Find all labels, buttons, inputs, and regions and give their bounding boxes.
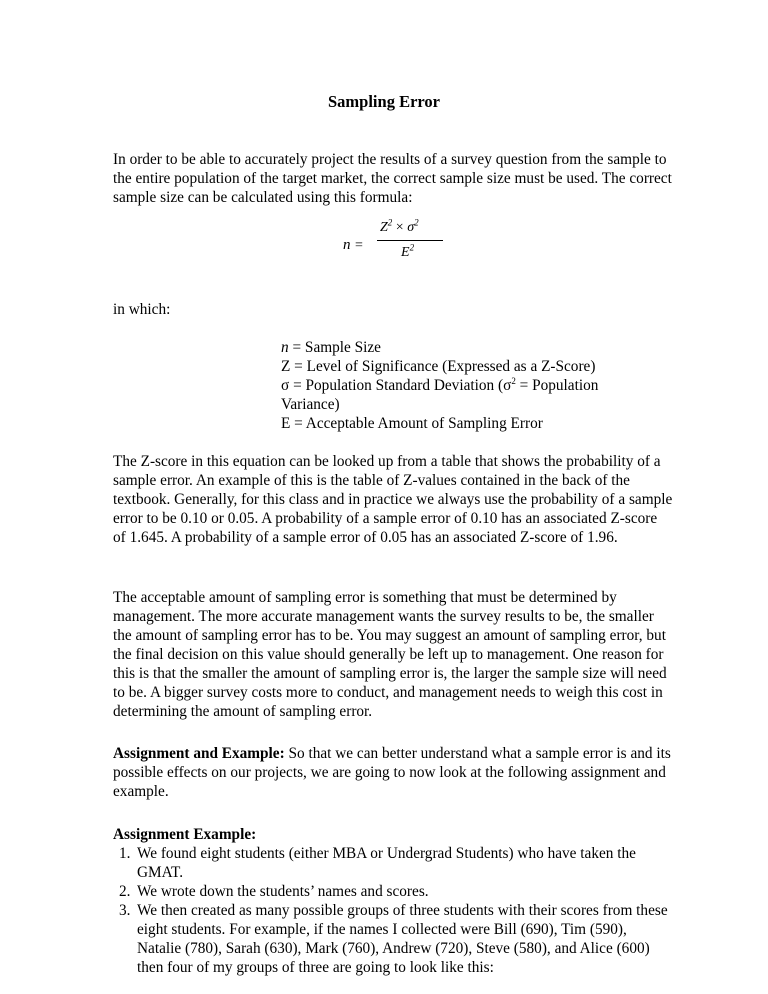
page-title: Sampling Error: [328, 92, 440, 111]
assignment-paragraph: Assignment and Example: So that we can better understand what a sample error is and its possible effects on our projects, we are going to now look at the following assignment and example.: [113, 745, 671, 800]
formula-equals: =: [355, 238, 363, 253]
intro-paragraph: In order to be able to accurately project the results of a survey question from the sample to the entire population of the target market, the correct sample size must be used. The correct sample size can be calculated using this formula:: [113, 151, 672, 206]
definitions-list: [281, 338, 641, 433]
fraction-bar: [377, 240, 443, 241]
acceptable-error-paragraph: The acceptable amount of sampling error is something that must be determined by management. The more accurate management wants the survey results to be, the smaller the amount of sampling error has to be. You may suggest an amount of sampling error, but the final decision on this value should generally be left up to management. One reason for this is that the smaller the amount of sampling error is, the larger the sample size will need to be. A bigger survey costs more to conduct, and management needs to weigh this cost in determining the amount of sampling error.: [113, 589, 667, 720]
assignment-label: Assignment and Example:: [113, 745, 285, 762]
list-item: 1. We found eight students (either MBA or Undergrad Students) who have taken the GMAT.: [119, 845, 636, 881]
zscore-paragraph: The Z-score in this equation can be looked up from a table that shows the probability of a sample error. An example of this is the table of Z-values contained in the back of the textbook. Generally, for this class and in practice we always use the probability of a sample error to be 0.10 or 0.05. A probability of a sample error of 0.10 has an associated Z-score of 1.645. A probability of a sample error of 0.05 has an associated Z-score of 1.96.: [113, 453, 673, 546]
example-heading: Assignment Example:: [113, 826, 257, 843]
sample-size-formula: [343, 218, 443, 278]
definition-sigma: σ = Population Standard Deviation ($\sigma^2$ = Population Variance): [281, 375, 599, 413]
formula-numerator: $Z^2 \times \sigma^2$: [380, 217, 419, 235]
steps-list: [113, 844, 673, 977]
definition-n: n = Sample Size: [281, 339, 381, 356]
assignment-example: [113, 825, 673, 977]
definition-e: E = Acceptable Amount of Sampling Error: [281, 415, 543, 432]
definition-z: Z = Level of Significance (Expressed as a Z-Score): [281, 358, 596, 375]
list-item: 2. We wrote down the students’ names and scores.: [119, 883, 429, 900]
list-item: 3. We then created as many possible groups of three students with their scores from these eight students. For example, if the names I collected were Bill (690), Tim (590), Natalie (780), Sarah (630), Mark (760), Andrew (720), Steve (580), and Alice (600) then four of my groups of three are going to look like this:: [119, 902, 668, 976]
formula-lhs: n: [343, 237, 351, 253]
in-which-label: in which:: [113, 301, 171, 318]
formula-denominator: $E^2$: [401, 242, 415, 260]
